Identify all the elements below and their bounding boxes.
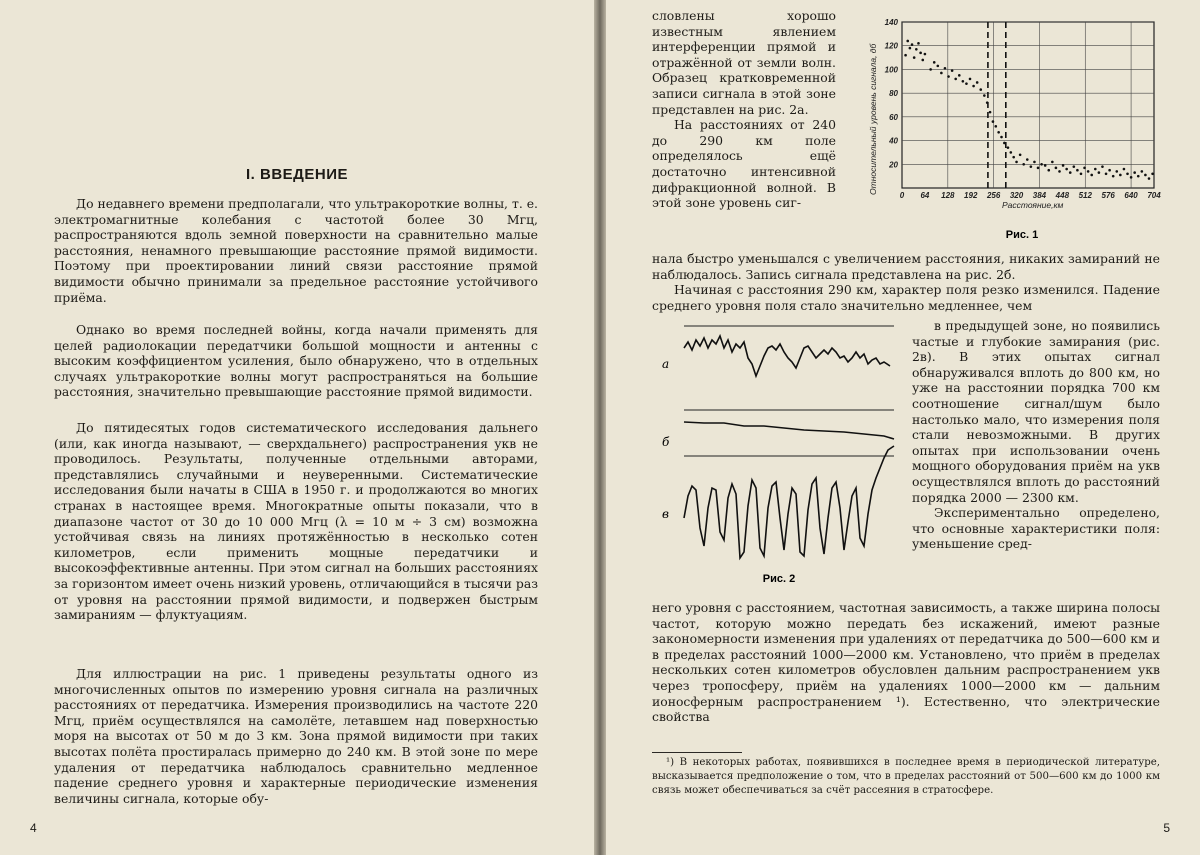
data-point — [1007, 146, 1010, 149]
x-tick-label: 576 — [1101, 191, 1115, 200]
data-point — [1148, 177, 1151, 180]
data-point — [979, 88, 982, 91]
right-paragraph-4: Начиная с расстояния 290 км, характер поля резко изменился. Падение среднего уровня поля стало значительно медленнее, чем — [652, 282, 1160, 313]
left-paragraph-4: Для иллюстрации на рис. 1 приведены результаты одного из многочисленных опытов по измерению уровня сигнала на различных расстояниях от передатчика. Измерения производились на частоте 220 Мгц, приём осуществлялся на самолёте, летавшем над поверхностью моря на высотах от 50 м до 3 км. Зона прямой видимости при таких высотах полёта простиралась примерно до 240 км. В этой зоне по мере удаления от передатчика наблюдалось сравнительно медленное падение среднего уровня и характерные периодические изменения величины сигнала, которые обу- — [54, 666, 538, 806]
x-tick-label: 128 — [941, 191, 955, 200]
footnote-rule — [652, 752, 742, 753]
data-point — [921, 59, 924, 62]
data-point — [917, 42, 920, 45]
data-point — [913, 56, 916, 59]
data-point — [965, 82, 968, 85]
data-point — [1037, 167, 1040, 170]
chapter-heading: I. ВВЕДЕНИЕ — [246, 166, 348, 183]
right-text-column-top — [652, 8, 836, 211]
data-point — [1015, 161, 1018, 164]
data-point — [944, 67, 947, 70]
trace-b-label: б — [662, 435, 670, 449]
data-point — [1080, 172, 1083, 175]
data-point — [951, 69, 954, 72]
data-point — [1003, 142, 1006, 145]
data-point — [947, 75, 950, 78]
figure-2-caption: Рис. 2 — [762, 573, 796, 585]
data-point — [929, 68, 932, 71]
data-point — [962, 80, 965, 83]
data-point — [936, 65, 939, 68]
x-axis-label: Расстояние,км — [1002, 200, 1064, 210]
data-point — [1040, 163, 1043, 166]
trace-c — [684, 446, 894, 558]
trace-a-label: а — [662, 357, 670, 371]
data-point — [1000, 136, 1003, 139]
data-point — [1069, 171, 1072, 174]
data-point — [1022, 163, 1025, 166]
plot-frame — [902, 22, 1154, 188]
data-point — [924, 53, 927, 56]
right-paragraph-5: в предыдущей зоне, но появились частые и глубокие замирания (рис. 2в). В этих опытах сигнал обнаруживался вплоть до 800 км, но уже на расстоянии порядка 700 км соотношение сигнал/шум было настолько мало, что измерения поля стали невозможными. В других опытах при использовании очень мощного оборудования приём на укв осуществлялся вплоть до расстояний порядка 2000 — 2300 км. — [912, 318, 1160, 505]
right-page — [606, 0, 1200, 855]
data-point — [1123, 168, 1126, 171]
data-point — [904, 54, 907, 57]
data-point — [1130, 176, 1133, 179]
figure-2-recordings — [654, 318, 904, 588]
left-paragraph-3: До пятидесятых годов систематического исследования дальнего (или, как иногда называют, — сверхдальнего) распространения укв не проводилось. Результаты, полученные отдельными авторами, представлялись случайными и неуверенными. Систематические исследования были начаты в США в 1950 г. и продолжаются во многих странах в настоящее время. Многократные опыты показали, что в диапазоне частот от 30 до 10 000 Мгц (λ = 10 м ÷ 3 см) возможна устойчивая связь на линиях протяжённостью в несколько сотен километров, если применить мощные передатчики и высокоэффективные антенны. При этом сигнал на больших расстояниях за горизонтом имеет очень низкий уровень, отличающийся в тысячи раз от уровня на расстоянии прямой видимости, и подвержен быстрым замираниям — флуктуациям. — [54, 420, 538, 623]
data-point — [1047, 169, 1050, 172]
right-paragraph-6: Экспериментально определено, что основные характеристики поля: уменьшение сред- — [912, 505, 1160, 552]
trace-a — [684, 336, 890, 376]
data-point — [1105, 172, 1108, 175]
data-point — [1098, 171, 1101, 174]
left-paragraph-1: До недавнего времени предполагали, что ультракороткие волны, т. е. электромагнитные колебания с частотой более 30 Мгц, распространяются вдоль земной поверхности на сравнительно малые расстояния, ненамного превышающие расстояние прямой видимости. Поэтому при проектировании линий связи расстояние прямой видимости обычно принимали за предельное расстояние устойчивого приёма. — [54, 196, 538, 305]
data-point — [1033, 161, 1036, 164]
y-tick-label: 100 — [884, 65, 898, 75]
data-point — [909, 47, 912, 50]
data-point — [1083, 167, 1086, 170]
figure-1-caption: Рис. 1 — [1005, 229, 1039, 240]
x-tick-label: 0 — [899, 191, 905, 200]
y-tick-label: 40 — [889, 136, 898, 146]
page-number-right: 5 — [1163, 821, 1170, 835]
x-tick-label: 64 — [920, 191, 930, 200]
data-point — [1108, 169, 1111, 172]
data-point — [1051, 161, 1054, 164]
page-number-left: 4 — [30, 821, 37, 835]
y-tick-label: 20 — [889, 160, 898, 170]
data-point — [1087, 170, 1090, 173]
data-point — [1112, 175, 1115, 178]
data-point — [958, 74, 961, 77]
data-point — [976, 81, 979, 84]
data-point — [1076, 169, 1079, 172]
data-point — [986, 101, 989, 104]
y-tick-label: 120 — [884, 41, 898, 51]
data-point — [1030, 165, 1033, 168]
trace-c-label: в — [662, 507, 669, 521]
data-point — [1073, 165, 1076, 168]
data-point — [1090, 174, 1093, 177]
y-tick-label: 60 — [889, 112, 898, 122]
data-point — [1019, 154, 1022, 157]
x-tick-label: 640 — [1124, 191, 1138, 200]
data-point — [1094, 168, 1097, 171]
x-tick-label: 384 — [1032, 191, 1047, 200]
left-paragraph-2: Однако во время последней войны, когда начали применять для целей радиолокации передатчики большой мощности и антенны с высоким коэффициентом усиления, было обнаружено, что в отдельных случаях ультракороткие волны могут распространяться на большие расстояния, значительно превышающие расстояние прямой видимости. — [54, 322, 538, 400]
y-tick-label: 80 — [889, 89, 898, 99]
x-tick-label: 512 — [1078, 191, 1092, 200]
x-tick-labels — [900, 191, 1161, 200]
data-point — [1026, 158, 1029, 161]
footnote: ¹) В некоторых работах, появившихся в последнее время в периодической литературе, высказывается предположение о том, что в пределах расстояний от 500—600 км до 1000 км связь может обеспечиваться за счёт рассеяния в стратосфере. — [652, 757, 1160, 796]
data-point — [1044, 164, 1047, 167]
right-paragraph-1: словлены хорошо известным явлением интерференции прямой и отражённой от земли волн. Образец кратковременной записи сигнала в этой зоне представлен на рис. 2а. — [652, 8, 836, 117]
data-point — [954, 78, 957, 81]
data-point — [1151, 172, 1154, 175]
x-tick-label: 192 — [964, 191, 978, 200]
book-gutter — [594, 0, 606, 855]
data-point — [1137, 175, 1140, 178]
data-point — [1133, 171, 1136, 174]
data-point — [1115, 170, 1118, 173]
data-point — [1141, 170, 1144, 173]
data-point — [1062, 164, 1065, 167]
data-point — [1065, 168, 1068, 171]
data-point — [1055, 167, 1058, 170]
data-point — [1012, 156, 1015, 159]
data-point — [983, 94, 986, 97]
data-point — [992, 120, 995, 123]
data-point — [911, 43, 914, 46]
data-point — [940, 72, 943, 75]
x-tick-label: 448 — [1055, 191, 1070, 200]
data-point — [1010, 151, 1013, 154]
data-point — [1119, 174, 1122, 177]
data-point — [994, 125, 997, 128]
data-point — [969, 78, 972, 81]
data-point — [906, 40, 909, 43]
data-point — [1101, 165, 1104, 168]
data-point — [1144, 174, 1147, 177]
right-paragraph-2: На расстояниях от 240 до 290 км поле определялось ещё достаточно интенсивной дифракционной волной. В этой зоне уровень сиг- — [652, 117, 836, 211]
right-paragraph-7: него уровня с расстоянием, частотная зависимость, а также ширина полосы частот, которую можно передать без искажений, имеют разные закономерности изменения при удалениях от передатчика до 500—600 км и в пределах расстояний 1000—2000 км. Установлено, что приём в пределах нескольких сотен километров обусловлен дальним распространением укв через тропосферу, приём на удалениях 1000—2000 км — дальним ионосферным распространением ¹). Естественно, что электрические свойства — [652, 600, 1160, 725]
data-point — [933, 61, 936, 64]
left-page — [0, 0, 594, 855]
chart-grid — [902, 22, 1154, 188]
y-tick-label: 140 — [884, 18, 898, 27]
zone-boundaries — [988, 22, 1006, 188]
y-axis-label: Относительный уровень сигнала, дб — [868, 43, 878, 195]
right-paragraph-3: нала быстро уменьшался с увеличением расстояния, никаких замираний не наблюдалось. Запись сигнала представлена на рис. 2б. — [652, 251, 1160, 282]
x-tick-label: 256 — [986, 191, 1001, 200]
data-points — [904, 40, 1154, 180]
data-point — [1058, 170, 1061, 173]
data-point — [919, 52, 922, 55]
x-tick-label: 320 — [1009, 191, 1024, 200]
data-point — [972, 85, 975, 88]
data-point — [997, 131, 1000, 134]
data-point — [915, 48, 918, 51]
trace-b — [684, 422, 894, 439]
y-tick-labels — [885, 18, 899, 169]
data-point — [1126, 172, 1129, 175]
data-point — [989, 111, 992, 114]
figure-1-chart — [862, 10, 1172, 240]
right-text-column-middle — [912, 318, 1160, 552]
x-tick-label: 704 — [1147, 191, 1161, 200]
